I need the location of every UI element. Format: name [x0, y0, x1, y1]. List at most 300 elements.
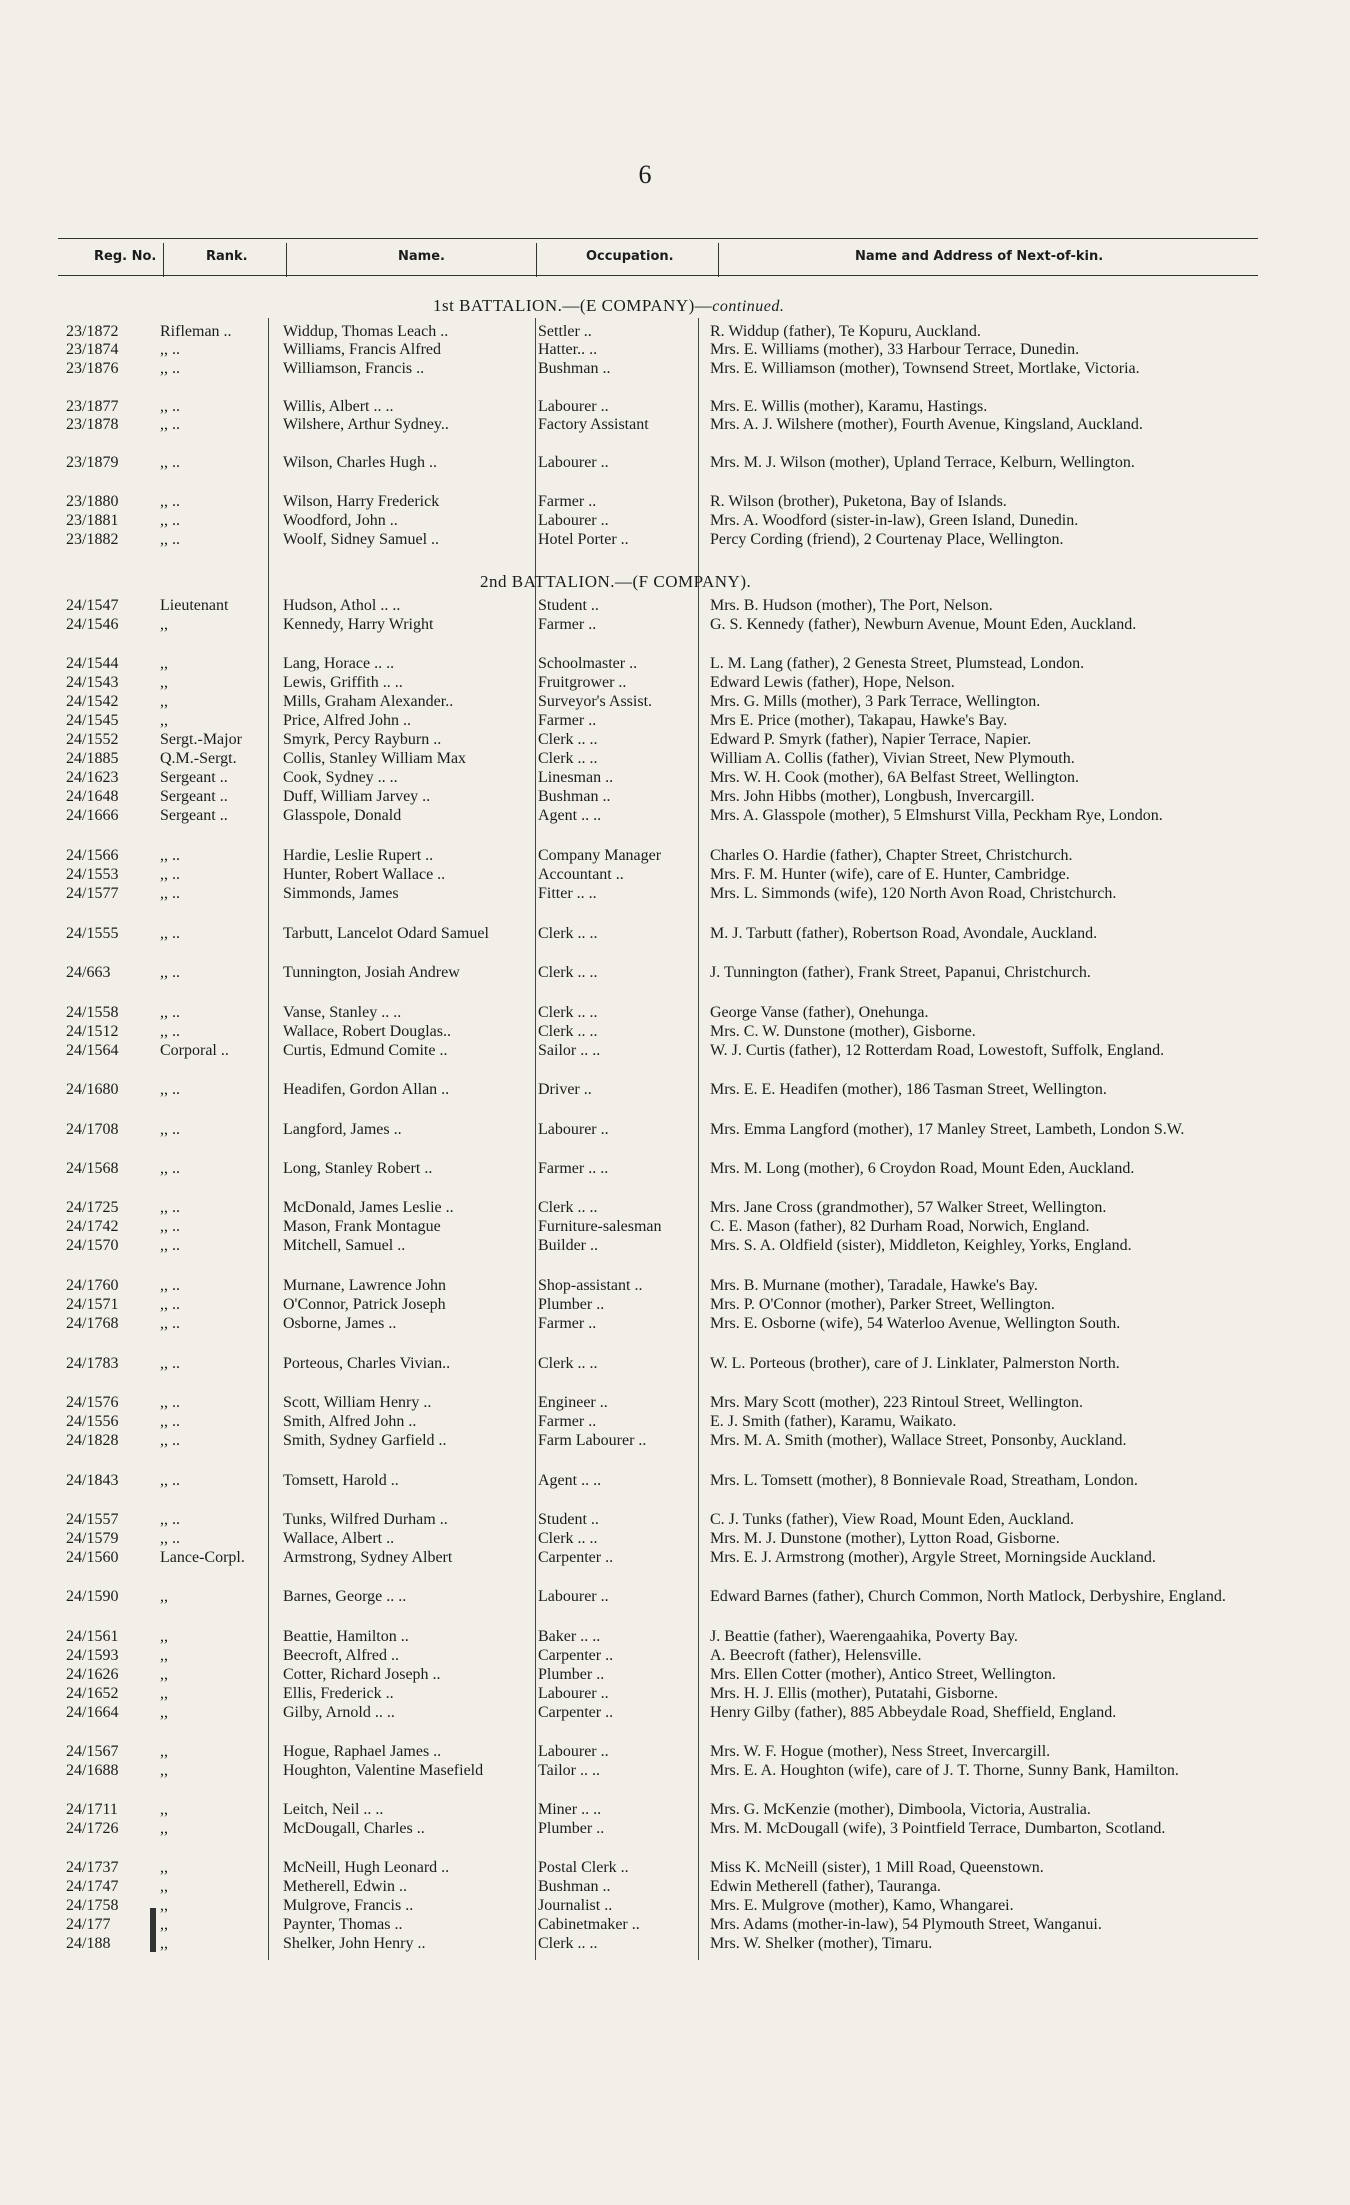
soldier-name: Tarbutt, Lancelot Odard Samuel — [283, 925, 489, 942]
occupation: Farmer .. — [538, 1413, 597, 1430]
next-of-kin: Mrs. G. Mills (mother), 3 Park Terrace, Wellington. — [710, 693, 1041, 710]
soldier-name: Tunnington, Josiah Andrew — [283, 964, 460, 981]
reg-number: 24/1564 — [66, 1042, 119, 1059]
soldier-name: Glasspole, Donald — [283, 807, 402, 824]
section-heading-1: 1st BATTALION.—(E COMPANY)—continued. — [433, 296, 785, 315]
rank: Corporal .. — [160, 1042, 229, 1059]
next-of-kin: Mrs. H. J. Ellis (mother), Putatahi, Gisborne. — [710, 1685, 998, 1702]
soldier-name: Mulgrove, Francis .. — [283, 1897, 414, 1914]
reg-number: 24/1590 — [66, 1588, 119, 1605]
reg-number: 24/1557 — [66, 1511, 119, 1528]
occupation: Clerk .. .. — [538, 1355, 598, 1372]
rank: ,, — [160, 655, 168, 672]
reg-number: 24/1626 — [66, 1666, 119, 1683]
rank: Lieutenant — [160, 597, 229, 614]
soldier-name: Williamson, Francis .. — [283, 360, 425, 377]
reg-number: 24/1711 — [66, 1801, 118, 1818]
reg-number: 24/1593 — [66, 1647, 119, 1664]
reg-number: 24/1758 — [66, 1897, 119, 1914]
soldier-name: Houghton, Valentine Masefield — [283, 1762, 484, 1779]
reg-number: 24/1688 — [66, 1762, 119, 1779]
next-of-kin: Mrs. B. Murnane (mother), Taradale, Hawke's Bay. — [710, 1277, 1038, 1294]
rank: ,, — [160, 1859, 168, 1876]
next-of-kin: Mrs. E. Williamson (mother), Townsend Street, Mortlake, Victoria. — [710, 360, 1140, 377]
rank: ,, — [160, 1878, 168, 1895]
next-of-kin: Mrs. G. McKenzie (mother), Dimboola, Victoria, Australia. — [710, 1801, 1091, 1818]
reg-number: 24/1552 — [66, 731, 119, 748]
reg-number: 24/1571 — [66, 1296, 119, 1313]
reg-number: 23/1877 — [66, 398, 119, 415]
next-of-kin: Mrs. E. E. Headifen (mother), 186 Tasman Street, Wellington. — [710, 1081, 1107, 1098]
soldier-name: Wallace, Albert .. — [283, 1530, 395, 1547]
occupation: Farm Labourer .. — [538, 1432, 647, 1449]
soldier-name: Langford, James .. — [283, 1121, 402, 1138]
occupation: Clerk .. .. — [538, 925, 598, 942]
soldier-name: Widdup, Thomas Leach .. — [283, 323, 449, 340]
occupation: Plumber .. — [538, 1296, 605, 1313]
rank: ,, .. — [160, 493, 180, 510]
reg-number: 24/1545 — [66, 712, 119, 729]
occupation: Labourer .. — [538, 1588, 609, 1605]
header-rank: Rank. — [206, 249, 248, 264]
rank: ,, .. — [160, 1511, 180, 1528]
occupation: Labourer .. — [538, 398, 609, 415]
soldier-name: Price, Alfred John .. — [283, 712, 411, 729]
occupation: Company Manager — [538, 847, 662, 864]
rank: ,, .. — [160, 512, 180, 529]
reg-number: 24/1664 — [66, 1704, 119, 1721]
occupation: Factory Assistant — [538, 416, 649, 433]
next-of-kin: William A. Collis (father), Vivian Street, New Plymouth. — [710, 750, 1075, 767]
rank: Sergeant .. — [160, 769, 228, 786]
header-occupation: Occupation. — [586, 249, 674, 264]
next-of-kin: George Vanse (father), Onehunga. — [710, 1004, 929, 1021]
soldier-name: Armstrong, Sydney Albert — [283, 1549, 453, 1566]
occupation: Clerk .. .. — [538, 750, 598, 767]
reg-number: 24/1567 — [66, 1743, 119, 1760]
soldier-name: Metherell, Edwin .. — [283, 1878, 407, 1895]
next-of-kin: Mrs. W. H. Cook (mother), 6A Belfast Street, Wellington. — [710, 769, 1080, 786]
rank: ,, .. — [160, 416, 180, 433]
occupation: Shop-assistant .. — [538, 1277, 643, 1294]
rank: Q.M.-Sergt. — [160, 750, 237, 767]
reg-number: 24/1828 — [66, 1432, 119, 1449]
soldier-name: Smith, Sydney Garfield .. — [283, 1432, 447, 1449]
reg-number: 24/1577 — [66, 885, 119, 902]
rank: ,, — [160, 712, 168, 729]
soldier-name: Porteous, Charles Vivian.. — [283, 1355, 451, 1372]
reg-number: 24/1558 — [66, 1004, 119, 1021]
soldier-name: Willis, Albert .. .. — [283, 398, 394, 415]
soldier-name: Headifen, Gordon Allan .. — [283, 1081, 450, 1098]
rank: ,, — [160, 1916, 168, 1933]
rank: ,, .. — [160, 1199, 180, 1216]
next-of-kin: R. Wilson (brother), Puketona, Bay of Islands. — [710, 493, 1007, 510]
soldier-name: Hardie, Leslie Rupert .. — [283, 847, 434, 864]
occupation: Student .. — [538, 597, 599, 614]
next-of-kin: Mrs. Jane Cross (grandmother), 57 Walker Street, Wellington. — [710, 1199, 1107, 1216]
next-of-kin: Mrs. E. Willis (mother), Karamu, Hastings. — [710, 398, 988, 415]
occupation: Builder .. — [538, 1237, 598, 1254]
next-of-kin: Mrs. Mary Scott (mother), 223 Rintoul Street, Wellington. — [710, 1394, 1084, 1411]
soldier-name: Duff, William Jarvey .. — [283, 788, 431, 805]
soldier-name: Woolf, Sidney Samuel .. — [283, 531, 440, 548]
rank: ,, .. — [160, 1296, 180, 1313]
rank: ,, — [160, 1801, 168, 1818]
next-of-kin: Mrs. W. Shelker (mother), Timaru. — [710, 1935, 933, 1952]
rank: ,, — [160, 1743, 168, 1760]
occupation: Bushman .. — [538, 788, 611, 805]
reg-number: 24/1570 — [66, 1237, 119, 1254]
occupation: Farmer .. — [538, 1315, 597, 1332]
soldier-name: Hudson, Athol .. .. — [283, 597, 401, 614]
rank: ,, .. — [160, 1081, 180, 1098]
rank: ,, .. — [160, 454, 180, 471]
soldier-name: Wilson, Harry Frederick — [283, 493, 440, 510]
rank: ,, .. — [160, 1394, 180, 1411]
occupation: Farmer .. .. — [538, 1160, 609, 1177]
occupation: Agent .. .. — [538, 807, 602, 824]
next-of-kin: Mrs. L. Simmonds (wife), 120 North Avon Road, Christchurch. — [710, 885, 1117, 902]
next-of-kin: Edwin Metherell (father), Tauranga. — [710, 1878, 941, 1895]
next-of-kin: E. J. Smith (father), Karamu, Waikato. — [710, 1413, 957, 1430]
next-of-kin: R. Widdup (father), Te Kopuru, Auckland. — [710, 323, 981, 340]
rank: ,, .. — [160, 1432, 180, 1449]
soldier-name: Simmonds, James — [283, 885, 399, 902]
rank: ,, .. — [160, 1004, 180, 1021]
rank: ,, — [160, 674, 168, 691]
rank: Lance-Corpl. — [160, 1549, 245, 1566]
soldier-name: Osborne, James .. — [283, 1315, 397, 1332]
header-reg: Reg. No. — [94, 249, 157, 264]
soldier-name: Cook, Sydney .. .. — [283, 769, 398, 786]
reg-number: 23/1878 — [66, 416, 119, 433]
reg-number: 23/1874 — [66, 341, 119, 358]
rank: ,, — [160, 1628, 168, 1645]
page-number: 6 — [638, 160, 652, 189]
occupation: Agent .. .. — [538, 1472, 602, 1489]
rank: ,, — [160, 1897, 168, 1914]
header-next-of-kin: Name and Address of Next-of-kin. — [855, 249, 1104, 264]
next-of-kin: Edward Lewis (father), Hope, Nelson. — [710, 674, 955, 691]
occupation: Carpenter .. — [538, 1647, 614, 1664]
header-name: Name. — [398, 249, 445, 264]
next-of-kin: J. Beattie (father), Waerengaahika, Poverty Bay. — [710, 1628, 1018, 1645]
reg-number: 24/1547 — [66, 597, 119, 614]
next-of-kin: Mrs. M. McDougall (wife), 3 Pointfield Terrace, Dumbarton, Scotland. — [710, 1820, 1166, 1837]
next-of-kin: Edward P. Smyrk (father), Napier Terrace, Napier. — [710, 731, 1032, 748]
reg-number: 23/1880 — [66, 493, 119, 510]
soldier-name: Long, Stanley Robert .. — [283, 1160, 433, 1177]
reg-number: 24/1742 — [66, 1218, 119, 1235]
rank: Sergeant .. — [160, 788, 228, 805]
occupation: Labourer .. — [538, 1685, 609, 1702]
next-of-kin: L. M. Lang (father), 2 Genesta Street, Plumstead, London. — [710, 655, 1085, 672]
next-of-kin: Henry Gilby (father), 885 Abbeydale Road, Sheffield, England. — [710, 1704, 1117, 1721]
soldier-name: Ellis, Frederick .. — [283, 1685, 394, 1702]
reg-number: 24/663 — [66, 964, 111, 981]
reg-number: 24/1542 — [66, 693, 119, 710]
reg-number: 24/1556 — [66, 1413, 119, 1430]
next-of-kin: Mrs. M. A. Smith (mother), Wallace Street, Ponsonby, Auckland. — [710, 1432, 1127, 1449]
reg-number: 24/1652 — [66, 1685, 119, 1702]
next-of-kin: Mrs E. Price (mother), Takapau, Hawke's Bay. — [710, 712, 1008, 729]
occupation: Driver .. — [538, 1081, 592, 1098]
next-of-kin: Mrs. M. Long (mother), 6 Croydon Road, Mount Eden, Auckland. — [710, 1160, 1135, 1177]
next-of-kin: A. Beecroft (father), Helensville. — [710, 1647, 922, 1664]
occupation: Hatter.. .. — [538, 341, 598, 358]
rank: ,, — [160, 1762, 168, 1779]
next-of-kin: W. L. Porteous (brother), care of J. Linklater, Palmerston North. — [710, 1355, 1120, 1372]
reg-number: 24/1579 — [66, 1530, 119, 1547]
rank: ,, .. — [160, 1315, 180, 1332]
soldier-name: Williams, Francis Alfred — [283, 341, 441, 358]
soldier-name: Gilby, Arnold .. .. — [283, 1704, 395, 1721]
next-of-kin: Charles O. Hardie (father), Chapter Street, Christchurch. — [710, 847, 1073, 864]
next-of-kin: Mrs. John Hibbs (mother), Longbush, Invercargill. — [710, 788, 1035, 805]
rank: ,, .. — [160, 1277, 180, 1294]
soldier-name: McNeill, Hugh Leonard .. — [283, 1859, 450, 1876]
occupation: Farmer .. — [538, 493, 597, 510]
reg-number: 24/1760 — [66, 1277, 119, 1294]
next-of-kin: C. J. Tunks (father), View Road, Mount Eden, Auckland. — [710, 1511, 1075, 1528]
occupation: Settler .. — [538, 323, 592, 340]
occupation: Tailor .. .. — [538, 1762, 600, 1779]
occupation: Furniture-salesman — [538, 1218, 662, 1235]
reg-number: 24/1843 — [66, 1472, 119, 1489]
soldier-name: Scott, William Henry .. — [283, 1394, 432, 1411]
soldier-name: Barnes, George .. .. — [283, 1588, 407, 1605]
occupation: Clerk .. .. — [538, 1199, 598, 1216]
soldier-name: Curtis, Edmund Comite .. — [283, 1042, 448, 1059]
next-of-kin: Mrs. M. J. Dunstone (mother), Lytton Road, Gisborne. — [710, 1530, 1060, 1547]
rank: ,, .. — [160, 964, 180, 981]
soldier-name: Hogue, Raphael James .. — [283, 1743, 442, 1760]
next-of-kin: Mrs. A. Glasspole (mother), 5 Elmshurst Villa, Peckham Rye, London. — [710, 807, 1163, 824]
reg-number: 24/1561 — [66, 1628, 119, 1645]
soldier-name: Cotter, Richard Joseph .. — [283, 1666, 441, 1683]
reg-number: 24/1680 — [66, 1081, 119, 1098]
rank: ,, — [160, 1588, 168, 1605]
rank: ,, .. — [160, 847, 180, 864]
soldier-name: Wilshere, Arthur Sydney.. — [283, 416, 449, 433]
occupation: Farmer .. — [538, 616, 597, 633]
next-of-kin: Mrs. C. W. Dunstone (mother), Gisborne. — [710, 1023, 976, 1040]
occupation: Bushman .. — [538, 360, 611, 377]
rank: ,, .. — [160, 1530, 180, 1547]
occupation: Clerk .. .. — [538, 1023, 598, 1040]
next-of-kin: Mrs. P. O'Connor (mother), Parker Street, Wellington. — [710, 1296, 1055, 1313]
soldier-name: Wilson, Charles Hugh .. — [283, 454, 438, 471]
reg-number: 23/1882 — [66, 531, 119, 548]
reg-number: 24/1783 — [66, 1355, 119, 1372]
rank: Sergt.-Major — [160, 731, 242, 748]
occupation: Clerk .. .. — [538, 731, 598, 748]
rank: Rifleman .. — [160, 323, 232, 340]
next-of-kin: Mrs. E. J. Armstrong (mother), Argyle Street, Morningside Auckland. — [710, 1549, 1156, 1566]
occupation: Student .. — [538, 1511, 599, 1528]
next-of-kin: Mrs. E. Osborne (wife), 54 Waterloo Avenue, Wellington South. — [710, 1315, 1121, 1332]
occupation: Accountant .. — [538, 866, 624, 883]
reg-number: 24/1648 — [66, 788, 119, 805]
next-of-kin: Mrs. M. J. Wilson (mother), Upland Terrace, Kelburn, Wellington. — [710, 454, 1135, 471]
rank: ,, .. — [160, 531, 180, 548]
soldier-name: Shelker, John Henry .. — [283, 1935, 426, 1952]
next-of-kin: Edward Barnes (father), Church Common, North Matlock, Derbyshire, England. — [710, 1588, 1226, 1605]
soldier-name: Lang, Horace .. .. — [283, 655, 395, 672]
occupation: Clerk .. .. — [538, 964, 598, 981]
next-of-kin: Mrs. Emma Langford (mother), 17 Manley Street, Lambeth, London S.W. — [710, 1121, 1185, 1138]
reg-number: 24/1568 — [66, 1160, 119, 1177]
occupation: Plumber .. — [538, 1820, 605, 1837]
rank: ,, .. — [160, 360, 180, 377]
rank: ,, .. — [160, 1160, 180, 1177]
soldier-name: Leitch, Neil .. .. — [283, 1801, 384, 1818]
soldier-name: McDonald, James Leslie .. — [283, 1199, 454, 1216]
rank: ,, — [160, 1647, 168, 1664]
soldier-name: Mills, Graham Alexander.. — [283, 693, 454, 710]
occupation: Carpenter .. — [538, 1704, 614, 1721]
reg-number: 23/1872 — [66, 323, 119, 340]
reg-number: 24/1560 — [66, 1549, 119, 1566]
reg-number: 24/1623 — [66, 769, 119, 786]
soldier-name: Beattie, Hamilton .. — [283, 1628, 409, 1645]
occupation: Bushman .. — [538, 1878, 611, 1895]
soldier-name: Mason, Frank Montague — [283, 1218, 441, 1235]
occupation: Carpenter .. — [538, 1549, 614, 1566]
rank: ,, .. — [160, 1237, 180, 1254]
reg-number: 24/1544 — [66, 655, 119, 672]
rank: ,, .. — [160, 885, 180, 902]
next-of-kin: Mrs. E. Mulgrove (mother), Kamo, Whangarei. — [710, 1897, 1014, 1914]
next-of-kin: Mrs. B. Hudson (mother), The Port, Nelson. — [710, 597, 993, 614]
next-of-kin: Mrs. S. A. Oldfield (sister), Middleton, Keighley, Yorks, England. — [710, 1237, 1132, 1254]
next-of-kin: Mrs. Ellen Cotter (mother), Antico Street, Wellington. — [710, 1666, 1056, 1683]
reg-number: 24/1553 — [66, 866, 119, 883]
soldier-name: Murnane, Lawrence John — [283, 1277, 447, 1294]
soldier-name: Kennedy, Harry Wright — [283, 616, 434, 633]
rank: ,, .. — [160, 398, 180, 415]
occupation: Labourer .. — [538, 454, 609, 471]
rank: ,, .. — [160, 1413, 180, 1430]
reg-number: 24/1512 — [66, 1023, 119, 1040]
reg-number: 24/1666 — [66, 807, 119, 824]
occupation: Postal Clerk .. — [538, 1859, 629, 1876]
soldier-name: Vanse, Stanley .. .. — [283, 1004, 402, 1021]
rank: Sergeant .. — [160, 807, 228, 824]
next-of-kin: Miss K. McNeill (sister), 1 Mill Road, Queenstown. — [710, 1859, 1044, 1876]
reg-number: 24/1543 — [66, 674, 119, 691]
occupation: Farmer .. — [538, 712, 597, 729]
reg-number: 23/1879 — [66, 454, 119, 471]
rank: ,, .. — [160, 1121, 180, 1138]
soldier-name: Smyrk, Percy Rayburn .. — [283, 731, 442, 748]
soldier-name: Beecroft, Alfred .. — [283, 1647, 399, 1664]
reg-number: 24/1737 — [66, 1859, 119, 1876]
occupation: Fruitgrower .. — [538, 674, 627, 691]
occupation: Schoolmaster .. — [538, 655, 638, 672]
next-of-kin: Mrs. E. A. Houghton (wife), care of J. T. Thorne, Sunny Bank, Hamilton. — [710, 1762, 1179, 1779]
occupation: Journalist .. — [538, 1897, 613, 1914]
next-of-kin: Mrs. A. J. Wilshere (mother), Fourth Avenue, Kingsland, Auckland. — [710, 416, 1143, 433]
next-of-kin: Percy Cording (friend), 2 Courtenay Place, Wellington. — [710, 531, 1064, 548]
rank: ,, .. — [160, 1472, 180, 1489]
reg-number: 24/1566 — [66, 847, 119, 864]
next-of-kin: Mrs. F. M. Hunter (wife), care of E. Hunter, Cambridge. — [710, 866, 1070, 883]
next-of-kin: Mrs. A. Woodford (sister-in-law), Green Island, Dunedin. — [710, 512, 1079, 529]
occupation: Hotel Porter .. — [538, 531, 629, 548]
reg-number: 24/1576 — [66, 1394, 119, 1411]
soldier-name: McDougall, Charles .. — [283, 1820, 425, 1837]
rank: ,, .. — [160, 866, 180, 883]
rank: ,, — [160, 1820, 168, 1837]
section-heading-2: 2nd BATTALION.—(F COMPANY). — [480, 572, 752, 591]
occupation: Linesman .. — [538, 769, 614, 786]
rank: ,, .. — [160, 341, 180, 358]
rank: ,, — [160, 1666, 168, 1683]
rank: ,, — [160, 1685, 168, 1702]
rank: ,, — [160, 693, 168, 710]
rank: ,, — [160, 616, 168, 633]
soldier-name: Tomsett, Harold .. — [283, 1472, 399, 1489]
occupation: Clerk .. .. — [538, 1935, 598, 1952]
soldier-name: Smith, Alfred John .. — [283, 1413, 417, 1430]
soldier-name: Paynter, Thomas .. — [283, 1916, 403, 1933]
rank: ,, .. — [160, 1218, 180, 1235]
rank: ,, .. — [160, 1355, 180, 1372]
reg-number: 24/1546 — [66, 616, 119, 633]
rank: ,, .. — [160, 1023, 180, 1040]
occupation: Miner .. .. — [538, 1801, 602, 1818]
occupation: Clerk .. .. — [538, 1004, 598, 1021]
occupation: Sailor .. .. — [538, 1042, 601, 1059]
soldier-name: Collis, Stanley William Max — [283, 750, 467, 767]
reg-number: 23/1881 — [66, 512, 119, 529]
occupation: Surveyor's Assist. — [538, 693, 653, 710]
reg-number: 24/1725 — [66, 1199, 119, 1216]
soldier-name: Hunter, Robert Wallace .. — [283, 866, 446, 883]
next-of-kin: Mrs. L. Tomsett (mother), 8 Bonnievale Road, Streatham, London. — [710, 1472, 1138, 1489]
reg-number: 23/1876 — [66, 360, 119, 377]
soldier-name: Wallace, Robert Douglas.. — [283, 1023, 451, 1040]
occupation: Labourer .. — [538, 512, 609, 529]
occupation: Engineer .. — [538, 1394, 608, 1411]
occupation: Baker .. .. — [538, 1628, 601, 1645]
rank: ,, .. — [160, 925, 180, 942]
next-of-kin: Mrs. Adams (mother-in-law), 54 Plymouth Street, Wanganui. — [710, 1916, 1102, 1933]
occupation: Labourer .. — [538, 1121, 609, 1138]
next-of-kin: C. E. Mason (father), 82 Durham Road, Norwich, England. — [710, 1218, 1090, 1235]
occupation: Fitter .. .. — [538, 885, 597, 902]
next-of-kin: Mrs. W. F. Hogue (mother), Ness Street, Invercargill. — [710, 1743, 1051, 1760]
reg-number: 24/1726 — [66, 1820, 119, 1837]
rank: ,, — [160, 1935, 168, 1952]
next-of-kin: G. S. Kennedy (father), Newburn Avenue, Mount Eden, Auckland. — [710, 616, 1137, 633]
ink-mark — [150, 1908, 156, 1952]
soldier-name: Tunks, Wilfred Durham .. — [283, 1511, 448, 1528]
reg-number: 24/1885 — [66, 750, 119, 767]
occupation: Cabinetmaker .. — [538, 1916, 640, 1933]
reg-number: 24/177 — [66, 1916, 111, 1933]
next-of-kin: Mrs. E. Williams (mother), 33 Harbour Terrace, Dunedin. — [710, 341, 1080, 358]
next-of-kin: W. J. Curtis (father), 12 Rotterdam Road, Lowestoft, Suffolk, England. — [710, 1042, 1165, 1059]
soldier-name: O'Connor, Patrick Joseph — [283, 1296, 446, 1313]
next-of-kin: J. Tunnington (father), Frank Street, Papanui, Christchurch. — [710, 964, 1091, 981]
reg-number: 24/1555 — [66, 925, 119, 942]
soldier-name: Mitchell, Samuel .. — [283, 1237, 406, 1254]
soldier-name: Woodford, John .. — [283, 512, 398, 529]
occupation: Labourer .. — [538, 1743, 609, 1760]
